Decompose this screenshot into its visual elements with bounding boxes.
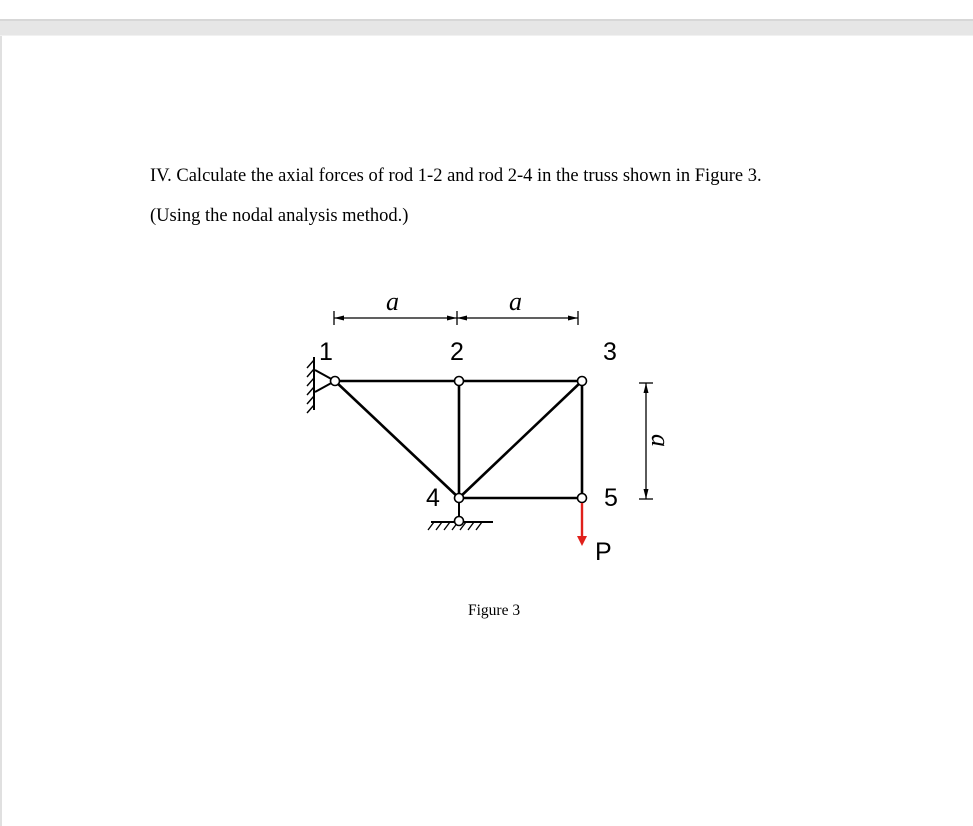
dimension-arrow-left: [334, 316, 344, 321]
member-3-4: [459, 381, 582, 498]
vertical-dimension-label: a: [646, 434, 675, 447]
node-label-3: 3: [603, 338, 617, 366]
hatch-2: [307, 369, 314, 377]
ground-hatch-3: [444, 522, 450, 530]
hatch-4: [307, 387, 314, 395]
node-label-1: 1: [319, 338, 333, 366]
node-label-4: 4: [426, 484, 440, 512]
question-text-line-1: IV. Calculate the axial forces of rod 1-2 and rod 2-4 in the truss shown in Figure 3.: [150, 166, 762, 186]
node-label-2: 2: [450, 338, 464, 366]
support-node-1-hatch: [307, 360, 314, 413]
node-label-5: 5: [604, 484, 618, 512]
dimension-arrow-right: [568, 316, 578, 321]
vertical-dimension-arrow-top: [644, 383, 649, 393]
hatch-3: [307, 378, 314, 386]
dimension-arrow-middle-b: [457, 316, 467, 321]
hatch-5: [307, 396, 314, 404]
dimension-label-left: a: [386, 287, 399, 316]
ground-hatch-1: [428, 522, 434, 530]
truss-members: [335, 381, 582, 498]
vertical-dimension-arrow-bottom: [644, 489, 649, 499]
joint-1: [331, 377, 340, 386]
question-text-line-2: (Using the nodal analysis method.): [150, 206, 409, 226]
member-1-4: [335, 381, 459, 498]
joint-3: [578, 377, 587, 386]
dimension-arrow-middle-a: [447, 316, 457, 321]
joint-4: [455, 494, 464, 503]
joint-5: [578, 494, 587, 503]
load-label: P: [595, 538, 612, 566]
joint-2: [455, 377, 464, 386]
ground-hatch-2: [436, 522, 442, 530]
figure-caption: Figure 3: [468, 602, 521, 619]
load-arrow-head: [577, 536, 587, 546]
support-4-hinge: [455, 517, 464, 526]
dimension-label-right: a: [509, 287, 522, 316]
ground-hatch-7: [476, 522, 482, 530]
hatch-6: [307, 405, 314, 413]
hatch-1: [307, 360, 314, 368]
ground-hatch-6: [468, 522, 474, 530]
